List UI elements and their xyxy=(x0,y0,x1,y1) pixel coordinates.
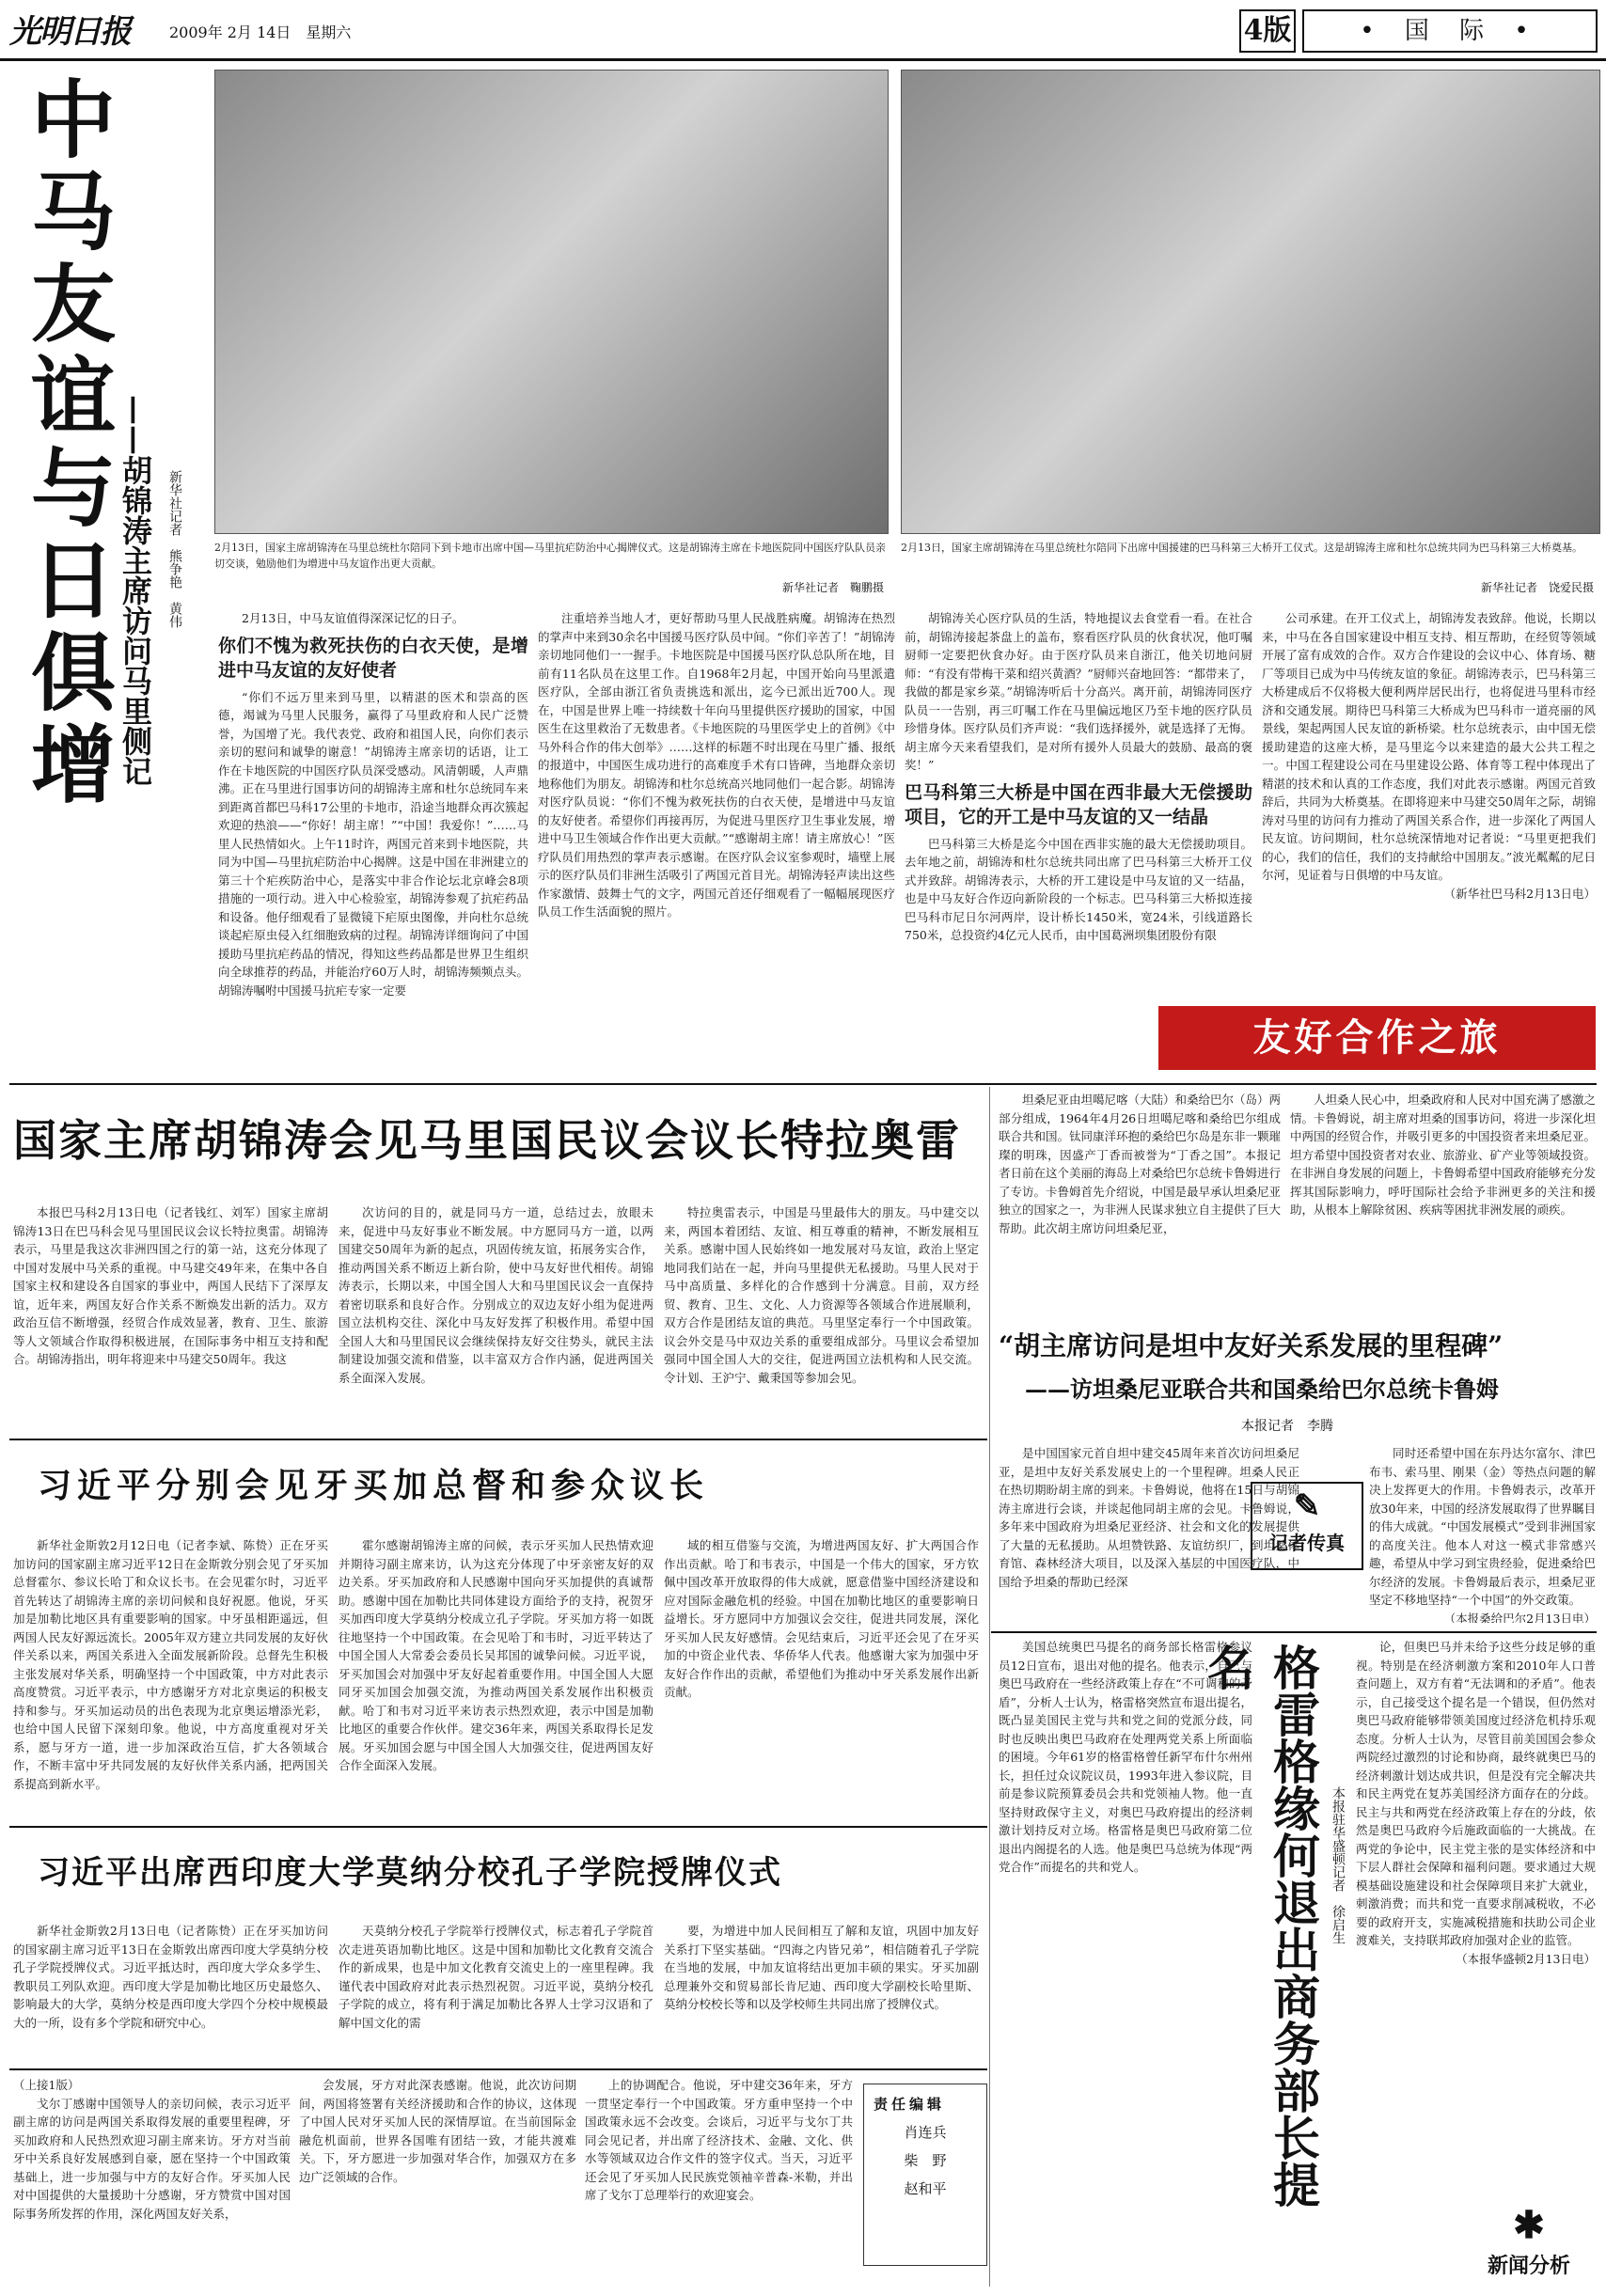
interview-headline: “胡主席访问是坦中友好关系发展的里程碑” xyxy=(999,1330,1504,1361)
article3-headline: 习近平分别会见牙买加总督和参众议长 xyxy=(38,1466,710,1505)
editors-title: 责任编辑 xyxy=(874,2096,946,2113)
analysis-headline: 格雷格缘何退出商务部长提名 xyxy=(1200,1643,1321,2208)
lead-subhead-1: 你们不愧为救死扶伤的白衣天使，是增进中马友谊的友好使者 xyxy=(218,635,528,681)
article3-column-3 xyxy=(664,1536,979,1818)
interview-subhead: ——访坦桑尼亚联合共和国桑给巴尔总统卡鲁姆 xyxy=(1025,1376,1499,1403)
analysis-byline: 本报驻华盛顿记者 徐启生 xyxy=(1330,1786,1346,1944)
analysis-dateline: （本报华盛顿2月13日电） xyxy=(1456,1951,1596,1966)
lead-col3-text: 胡锦涛关心医疗队员的生活，特地提议去食堂看一看。在社合前，胡锦涛接起茶盘上的盖布，察看医疗队员的伙食状况，他叮嘱厨师一定要把伙食办好。由于医疗队员来自浙江，他关切地问厨师：“有没有带梅干菜和绍兴黄酒？”厨师兴奋地回答：“都带来了，我做的都是家乡菜。”胡锦涛听后十分高兴。离开前，胡锦涛同医疗队员一一告别，再三叮嘱工作在马里偏远地区乃至卡地的医疗队员珍惜身体。医疗队员们齐声说：“我们选择援外，就是选择了无悔。胡主席今天来看望我们，是对所有援外人员最大的鼓励、最高的褒奖！” xyxy=(905,611,1252,772)
divider-lead xyxy=(9,1083,1597,1085)
continued-column-1 xyxy=(13,2076,291,2290)
divider-interview xyxy=(991,1631,1597,1633)
issue-date: 2009年 2月 14日 星期六 xyxy=(169,24,352,41)
continued-column-3 xyxy=(585,2076,853,2290)
article3-column-2 xyxy=(339,1536,653,1818)
article4-column-1 xyxy=(13,1922,328,2063)
article3-column-1 xyxy=(13,1536,328,1818)
page-number-badge: 4版 xyxy=(1239,9,1296,53)
editor-name: 柴 野 xyxy=(904,2152,947,2169)
lead-subtitle: ——胡锦涛主席访问马里侧记 xyxy=(118,395,153,786)
article4-headline: 习近平出席西印度大学莫纳分校孔子学院授牌仪式 xyxy=(38,1854,782,1892)
lead-col3b-text: 巴马科第三大桥是迄今中国在西非实施的最大无偿援助项目。去年地之前，胡锦涛和杜尔总统共同出席了巴马科第三大桥开工仪式并致辞。胡锦涛表示，大桥的开工建设是中马友谊的又一结晶，也是中马友好合作迈向新阶段的一个标志。巴马科第三大桥拟连接巴马科市尼日尔河两岸，设计桥长1450米，宽24米，引线道路长750米，总投资约4亿元人民币，由中国葛洲坝集团股份有限 xyxy=(905,836,1252,942)
reporter-fax-label: 记者传真 xyxy=(1269,1532,1345,1554)
lead-headline: 中马友谊与日俱增 xyxy=(16,75,116,812)
photo2-credit: 新华社记者 饶爱民摄 xyxy=(1480,581,1594,594)
article2-headline: 国家主席胡锦涛会见马里国民议会议长特拉奥雷 xyxy=(13,1115,961,1166)
continued-column-2 xyxy=(299,2076,576,2290)
continued-col1-text: 戈尔丁感谢中国领导人的亲切问候，表示习近平副主席的访问是两国关系取得发展的重要里程碑，牙买加政府和人民热烈欢迎习副主席来访。牙方对当前牙中关系良好发展感到自豪，愿在坚持一个中国政策基础上，进一步加强与中方的友好合作。牙买加人民对中国提供的大量援助十分感谢，牙方赞赏中国对国际事务所发挥的作用，深化两国友好关系， xyxy=(13,2096,291,2221)
photo-bridge-ceremony xyxy=(901,70,1600,534)
divider-article4 xyxy=(9,2068,987,2070)
article2-column-1 xyxy=(13,1203,328,1429)
continued-label: （上接1版） xyxy=(13,2078,80,2092)
lead-subhead-2: 巴马科第三大桥是中国在西非最大无偿援助项目，它的开工是中马友谊的又一结晶 xyxy=(905,781,1252,827)
article3-col1-text: 新华社金斯敦2月12日电（记者李斌、陈贽）正在牙买加访问的国家副主席习近平12日在金斯敦分别会见了牙买加总督霍尔、参议长哈丁和众议长韦。在会见霍尔时，习近平首先转达了胡锦涛主席的亲切问候和良好祝愿。他说，牙买加是加勒比地区具有重要影响的国家。中牙虽相距遥远，但两国人民友好源远流长。2005年双方建立共同发展的友好伙伴关系以来，两国关系进入全面发展新阶段。总督先生积极主张发展对华关系，明确坚持一个中国政策，中方对此表示高度赞赏。习近平表示，中方感谢牙方对北京奥运的积极支持和参与。牙买加运动员的出色表现为北京奥运增添光彩，也给中国人民留下深刻印象。他说，中方高度重视对牙关系，愿与牙方一道，进一步加深政治互信，扩大各领域合作，不断丰富中牙共同发展的友好伙伴关系内涵，把两国关系提高到新水平。 xyxy=(13,1538,328,1791)
newspaper-logo: 光明日报 xyxy=(9,13,130,51)
article2-column-2 xyxy=(339,1203,653,1429)
article3-col3-text: 域的相互借鉴与交流，为增进两国友好、扩大两国合作作出贡献。哈丁和韦表示，中国是一个伟大的国家，牙方钦佩中国改革开放取得的伟大成就，愿意借鉴中国经济建设和应对国际金融危机的经验。中国在加勒比地区的重要影响日益增长。牙方愿同中方加强议会交往，促进共同发展，深化牙买加人民友好感情。会见结束后，习近平还会见了在牙买加的中资企业代表、华侨华人代表。他感谢大家为加强中牙友好合作作出的贡献，希望他们为推动中牙关系发展作出新贡献。 xyxy=(664,1538,979,1699)
interview-col-a-text: 是中国国家元首自坦中建交45周年来首次访问坦桑尼亚，是坦中友好关系发展史上的一个里程碑。坦桑人民正在热切期盼胡主席的到来。卡鲁姆说，他将在15日与胡锦涛主席进行会谈，并谈起他同胡主席的会见。卡鲁姆说，多年来中国政府为坦桑尼亚经济、社会和文化的发展提供了大量的无私援助。从坦赞铁路、友谊纺织厂，到坦桑体育馆、森林经济大项目，以及深入基层的中国医疗队，中国给予坦桑的帮助已经深 xyxy=(999,1446,1299,1589)
lead-column-2 xyxy=(538,609,895,1079)
interview-dateline: （本报桑给巴尔2月13日电） xyxy=(1443,1611,1596,1623)
news-analysis-label: 新闻分析 xyxy=(1487,2254,1570,2278)
editor-name: 肖连兵 xyxy=(904,2124,947,2141)
article4-column-3 xyxy=(664,1922,979,2063)
lead-col1-text: “你们不远万里来到马里，以精湛的医术和崇高的医德，竭诚为马里人民服务，赢得了马里政府和人民广泛赞誉，为国增了光。我代表党、政府和祖国人民，向你们表示亲切的慰问和诚挚的谢意！”胡锦涛主席亲切的话语，让工作在卡地医院的中国医疗队员深受感动。风清朝暖，人声鼎沸。正在马里进行国事访问的胡锦涛主席和杜尔总统同车来到距离首都巴马科17公里的卡地市，沿途当地群众再次簇起欢迎的热浪——“你好！胡主席！”“中国！我爱你！”……马里人民热情如火。上午11时许，两国元首来到卡地医院，共同为中国—马里抗疟防治中心揭牌。这是中国在非洲建立的第三十个疟疾防治中心，是落实中非合作论坛北京峰会8项措施的一项行动。进入中心检验室，胡锦涛参观了抗疟药品和设备。他仔细观看了显微镜下疟原虫图像，并向杜尔总统谈起疟原虫侵入红细胞致病的过程。胡锦涛详细询问了中国援助马里抗疟药品的情况，得知这些药品都是世界卫生组织向全球推荐的药品，并能治疗60万人时，胡锦涛频频点头。胡锦涛嘱咐中国援马抗疟专家一定要 xyxy=(218,689,528,998)
article2-col1-text: 本报巴马科2月13日电（记者钱红、刘军）国家主席胡锦涛13日在巴马科会见马里国民议会议长特拉奥雷。胡锦涛表示，马里是我这次非洲四国之行的第一站，这充分体现了中国对发展中马关系的重视。中马建交49年来，在集中各自国家主权和建设各自国家的事业中，两国人民结下了深厚友谊，近年来，两国友好合作关系不断焕发出新的活力。双方政治互信不断增强，经贸合作成效显著，教育、卫生、旅游等人文领域合作取得积极进展，在国际事务中相互支持和配合。胡锦涛指出，明年将迎来中马建交50周年。我这 xyxy=(13,1205,328,1366)
interview-column-b xyxy=(1369,1444,1596,1623)
series-banner: 友好合作之旅 xyxy=(1158,1006,1596,1070)
lead-column-4 xyxy=(1262,609,1596,1004)
photo1-credit: 新华社记者 鞠鹏摄 xyxy=(781,581,884,594)
lead-col4-text: 公司承建。在开工仪式上，胡锦涛发表致辞。他说，长期以来，中马在各自国家建设中相互支持、相互帮助，在经贸等领域开展了富有成效的合作。双方合作建设的会议中心、体育场、糖厂等项目已成为中马传统友谊的象征。胡锦涛表示，巴马科第三大桥建成后不仅将极大便利两岸居民出行，也将促进马里科市经济和交通发展。期待巴马科第三大桥成为巴马科市一道亮丽的风景线，架起两国人民友谊的新桥梁。杜尔总统表示，由中国无偿援助建造的这座大桥，是马里迄今以来建造的最大公共工程之一。中国工程建设公司在马里建设公路、体育等工程中体现出了精湛的技术和认真的工作态度，我们对此表示感谢。两国元首致辞后，共同为大桥奠基。在即将迎来中马建交50周年之际，胡锦涛对马里的访问有力推动了两国关系合作，进一步深化了两国人民友谊。访问期间，杜尔总统深情地对记者说：“马里更把我们的心，我们的信任，我们的支持献给中国朋友。”波光粼粼的尼日尔河，见证着与日俱增的中马友谊。 xyxy=(1262,611,1596,882)
article2-column-3 xyxy=(664,1203,979,1429)
photo2-caption: 2月13日，国家主席胡锦涛在马里总统杜尔陪同下出席中国援建的巴马科第三大桥开工仪式。这是胡锦涛主席和杜尔总统共同为巴马科第三大桥奠基。 xyxy=(901,542,1582,554)
interview-col-b-text: 同时还希望中国在东丹达尔富尔、津巴布韦、索马里、刚果（金）等热点问题的解决上发挥更大的作用。卡鲁姆表示，改革开放30年来，中国的经济发展取得了世界瞩目的伟大成就。“中国发展模式”受到非洲国家的高度关注。他本人对这一模式非常感兴趣，希望从中学习到宝贵经验，促进桑给巴尔经济的发展。卡鲁姆最后表示，坦桑尼亚坚定不移地坚持“一个中国”的外交政策。 xyxy=(1369,1446,1596,1607)
news-analysis-badge xyxy=(1467,2200,1591,2287)
article4-col3-text: 要，为增进中加人民间相互了解和友谊，巩固中加友好关系打下坚实基础。“四海之内皆兄弟”，相信随着孔子学院在当地的发展，中加友谊将结出更加丰硕的果实。牙买加副总理兼外交和贸易部长肯尼迪、西印度大学副校长哈里斯、莫纳分校校长等和以及学校师生共同出席了授牌仪式。 xyxy=(664,1924,979,2011)
lead-column-1 xyxy=(218,609,528,1079)
article4-col1-text: 新华社金斯敦2月13日电（记者陈贽）正在牙买加访问的国家副主席习近平13日在金斯敦出席西印度大学莫纳分校孔子学院授牌仪式。习近平抵达时，西印度大学众多学生、教职员工列队欢迎。西印度大学是加勒比地区历史最悠久、影响最大的大学，莫纳分校是西印度大学四个分校中规模最大的一所，设有多个学院和研究中心。 xyxy=(13,1924,328,2030)
divider-vertical-right xyxy=(989,1087,990,2287)
analysis-column-2 xyxy=(1356,1638,1596,2193)
divider-article2 xyxy=(9,1439,987,1440)
editor-name: 赵和平 xyxy=(904,2180,947,2197)
article3-col2-text: 霍尔感谢胡锦涛主席的问候，表示牙买加人民热情欢迎并期待习副主席来访，认为这充分体现了中牙亲密友好的双边关系。牙买加政府和人民感谢中国向牙买加提供的真诚帮助。感谢中国在加勒比共同体建设方面给予的支持，祝贺牙买加西印度大学莫纳分校成立孔子学院。牙买加方将一如既往地坚持一个中国政策。在会见哈丁和韦时，习近平转达了中国全国人大常委会委员长吴邦国的诚挚问候。习近平说，牙买加国会对加强中牙友好起着重要作用。中国全国人大愿同牙买加国会加强交流，为推动两国关系发展作出积极贡献。哈丁和韦对习近平来访表示热烈欢迎，表示中国是加勒比地区的重要合作伙伴。建交36年来，两国关系取得长足发展。牙买加国会愿与中国全国人大加强交往，促进两国友好合作全面深入发展。 xyxy=(339,1538,653,1772)
lead-byline: 新华社记者 熊争艳 黄伟 xyxy=(167,470,182,628)
analysis-col1-text: 美国总统奥巴马提名的商务部长格雷格参议员12日宣布，退出对他的提名。他表示，自己与奥巴马政府在一些经济政策上存在“不可调和的矛盾”，分析人士认为，格雷格突然宣布退出提名，既凸显美国民主党与共和党之间的党派分歧，同时也反映出奥巴马政府在处理两党关系上所面临的困境。今年61岁的格雷格曾任新罕布什尔州州长，担任过众议院议员，1993年进入参议院，目前是参议院预算委员会共和党领袖人物。他一直坚持财政保守主义，对奥巴马政府提出的经济刺激计划持反对立场。格雷格是奥巴马政府第二位退出内阁提名的人选。他是奥巴马总统为体现“两党合作”而提名的共和党人。 xyxy=(999,1640,1252,1874)
divider-article3 xyxy=(9,1826,987,1828)
article4-column-2 xyxy=(339,1922,653,2063)
interview-byline: 本报记者 李腾 xyxy=(1241,1419,1333,1434)
editors-box xyxy=(863,2084,987,2266)
continued-col3-text: 上的协调配合。他说，牙中建交36年来，牙方一贯坚定奉行一个中国政策。牙方重申坚持一个中国政策永远不会改变。会谈后，习近平与戈尔丁共同会见记者，并出席了经济技术、金融、文化、供水等领域双边合作文件的签字仪式。当天，习近平还会见了牙买加人民民族党领袖辛普森-米勒，并出席了戈尔丁总理举行的欢迎宴会。 xyxy=(585,2078,853,2202)
analysis-column-1 xyxy=(999,1638,1252,2287)
photo1-caption: 2月13日，国家主席胡锦涛在马里总统杜尔陪同下到卡地市出席中国—马里抗疟防治中心揭牌仪式。这是胡锦涛主席在卡地医院同中国医疗队队员亲切交谈，勉励他们为增进中马友谊作出更大贡献。 xyxy=(214,542,886,570)
interview-top-col2-text: 人坦桑人民心中，坦桑政府和人民对中国充满了感激之情。卡鲁姆说，胡主席对坦桑的国事访问，将进一步深化坦中两国的经贸合作，并吸引更多的中国投资者来坦桑尼亚。坦方希望中国投资者对农业、旅游业、矿产业等领域投资。在非洲自身发展的问题上，卡鲁姆希望中国政府能够充分发挥其国际影响力，呼吁国际社会给予非洲更多的关注和援助，从根本上解除贫困、疾病等困扰非洲发展的顽疾。 xyxy=(1290,1093,1596,1217)
reporter-fax-badge xyxy=(1251,1482,1363,1570)
article2-col2-text: 次访问的目的，就是同马方一道，总结过去，放眼未来，促进中马友好事业不断发展。中方愿同马方一道，以两国建交50周年为新的起点，巩固传统友谊，拓展务实合作，推动两国关系不断迈上新台阶，使中马友好世代相传。胡锦涛表示，长期以来，中国全国人大和马里国民议会一直保持着密切联系和良好合作。分别成立的双边友好小组为促进两国立法机构交往、深化中马友好发挥了积极作用。希望中国全国人大和马里国民议会继续保持友好交往势头，就民主法制建设加强交流和借鉴，以丰富双方合作内涵，促进两国关系全面深入发展。 xyxy=(339,1205,653,1385)
article2-col3-text: 特拉奥雷表示，中国是马里最伟大的朋友。马中建交以来，两国本着团结、友谊、相互尊重的精神，不断发展相互关系。感谢中国人民始终如一地发展对马友谊，政治上坚定地同我们站在一起，并向马里提供无私援助。马里人民对于马中高质量、多样化的合作感到十分满意。目前，双方经贸、教育、卫生、文化、人力资源等各领域合作进展顺利，双方合作是团结友谊的典范。马里坚定奉行一个中国政策。议会外交是马中双边关系的重要组成部分。马里议会希望加强同中国全国人大的交往，促进两国立法机构和人民交流。令计划、王沪宁、戴秉国等参加会见。 xyxy=(664,1205,979,1385)
interview-top-column-2 xyxy=(1290,1091,1596,1316)
interview-top-column-1 xyxy=(999,1091,1281,1316)
lead-dateline: （新华社巴马科2月13日电） xyxy=(1443,886,1596,901)
analysis-col2-text: 论，但奥巴马并未给予这些分歧足够的重视。特别是在经济刺激方案和2010年人口普查问题上，双方有着“无法调和的矛盾”。他表示，自己接受这个提名是一个错误，但仍然对奥巴马政府能够带领美国度过经济危机持乐观态度。分析人士认为，尽管目前美国国会参众两院经过激烈的讨论和协商，最终就奥巴马的经济刺激计划达成共识，但是没有完全解决共和民主两党在复苏美国经济方面存在的分歧。民主与共和两党在经济政策上存在的分歧，依然是奥巴马政府今后施政面临的一大挑战。在两党的争论中，民主党主张的是实体经济和中下层人群社会保障和福利问题。要求通过大规模基础设施建设和社会保障项目来扩大就业，刺激消费；而共和党一直要求削减税收，不必要的政府开支，实施减税措施和扶助公司企业渡难关，支持联邦政府加强对企业的监管。 xyxy=(1356,1640,1596,1947)
article4-col2-text: 天莫纳分校孔子学院举行授牌仪式，标志着孔子学院首次走进英语加勒比地区。这是中国和加勒比文化教育交流合作的新成果，也是中加文化教育交流史上的一座里程碑。我谨代表中国政府对此表示热烈祝贺。习近平说，莫纳分校孔子学院的成立，将有利于满足加勒比各界人士学习汉语和了解中国文化的需 xyxy=(339,1924,653,2030)
lead-intro: 2月13日，中马友谊值得深深记忆的日子。 xyxy=(242,611,464,625)
fax-icon: ✎ xyxy=(1293,1487,1321,1525)
interview-top-col1-text: 坦桑尼亚由坦噶尼喀（大陆）和桑给巴尔（岛）两部分组成，1964年4月26日坦噶尼喀和桑给巴尔组成联合共和国。钛同康洋环抱的桑给巴尔岛是东非一颗璀璨的明珠，因盛产丁香而被誉为“丁香之国”。本报记者日前在这个美丽的海岛上对桑给巴尔总统卡鲁姆进行了专访。卡鲁姆首先介绍说，中国是最早承认坦桑尼亚独立的国家之一，为非洲人民谋求独立自主提供了巨大帮助。此次胡主席访问坦桑尼亚， xyxy=(999,1093,1281,1235)
analysis-icon: ✱ xyxy=(1513,2203,1545,2247)
photo-medical-team xyxy=(214,70,889,534)
lead-col2-text: 注重培养当地人才，更好帮助马里人民战胜病魔。胡锦涛在热烈的掌声中来到30余名中国援马医疗队员中间。“你们辛苦了！”胡锦涛亲切地同他们一一握手。卡地医院是中国援马医疗队总队所在地，目前有11名队员在这里工作。自1968年2月起，中国开始向马里派遣医疗队，全部由浙江省负责挑选和派出，迄今已派出近700人。现在，中国是世界上唯一持续数十年向马里提供医疗援助的国家，中国医生在这里救治了无数患者。《卡地医院的马里医学史上的首例》《中马外科合作的伟大创举》……这样的标题不时出现在马里广播、报纸的报道中，中国医生成功进行的高难度手术有口皆碑，当地群众亲切地称他们为朋友。胡锦涛和杜尔总统高兴地同他们一起合影。胡锦涛对医疗队员说：“你们不愧为救死扶伤的白衣天使，是增进中马友谊的友好使者。希望你们再接再厉，为促进马里医疗卫生事业发展，增进中马卫生领域合作作出更大贡献。”“感谢胡主席！请主席放心！”医疗队员们用热烈的掌声表示感谢。在医疗队会议室参观时，墙壁上展示的医疗队员们非洲生活吸引了两国元首目光。胡锦涛轻声读出这些作家激情、鼓舞士气的文字，两国元首还仔细观看了一幅幅展现医疗队员工作生活面貌的照片。 xyxy=(538,611,895,919)
continued-col2-text: 会发展，牙方对此深表感谢。他说，此次访问期间，两国将签署有关经济援助和合作的协议，这体现了中国人民对牙买加人民的深情厚谊。在当前国际金融危机面前，世界各国唯有团结一致，才能共渡难关。下，牙方愿进一步加强对华合作，加强双方在多边广泛领域的合作。 xyxy=(299,2078,576,2184)
section-label: • 国 际 • xyxy=(1302,9,1598,53)
